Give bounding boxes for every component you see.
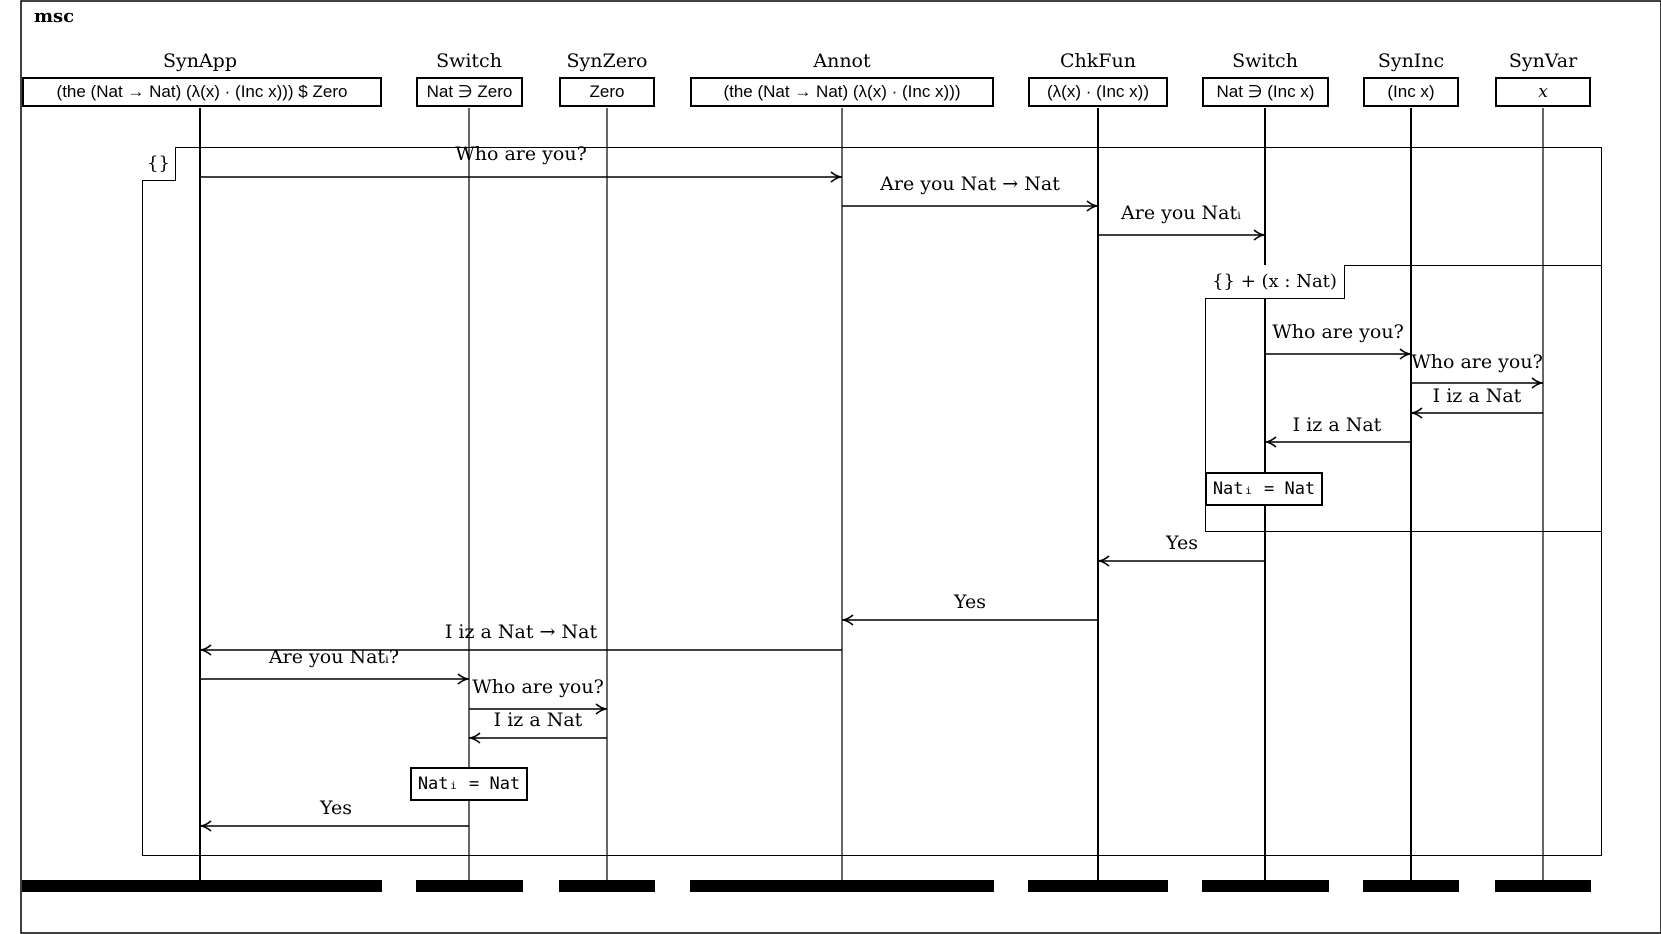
instance-end-bar (416, 880, 523, 892)
instance-name-switch-1: Switch (436, 50, 502, 72)
instance-end-bar (690, 880, 994, 892)
instance-name-annot: Annot (813, 50, 871, 72)
instance-box-switch-1: Nat ∋ Zero (416, 77, 523, 107)
frame-inner-label: {} + (x : Nat) (1205, 265, 1345, 299)
frame-outer-label: {} (142, 147, 176, 181)
message-label: Who are you? (1411, 351, 1543, 373)
instance-name-synapp: SynApp (162, 50, 238, 72)
message-label: Who are you? (455, 143, 587, 165)
message-label: Yes (1166, 532, 1198, 554)
instance-box-syninc: (Inc x) (1363, 77, 1459, 107)
message-label: I iz a Nat → Nat (444, 621, 598, 643)
message-label: I iz a Nat (493, 709, 583, 731)
instance-end-bar (1495, 880, 1591, 892)
instance-name-syninc: SynInc (1377, 50, 1445, 72)
message-label: Are you Natᵢ (1121, 202, 1241, 224)
message-label: Who are you? (472, 676, 604, 698)
instance-box-synzero: Zero (559, 77, 655, 107)
instance-box-synapp: (the (Nat → Nat) (λ(x) · (Inc x))) $ Zero (22, 77, 382, 107)
diagram-title: msc (34, 6, 75, 27)
instance-name-synzero: SynZero (566, 50, 648, 72)
instance-end-bar (1028, 880, 1168, 892)
instance-end-bar (1363, 880, 1459, 892)
message-label: I iz a Nat (1292, 414, 1382, 436)
instance-name-chkfun: ChkFun (1060, 50, 1136, 72)
instance-box-switch-2: Nat ∋ (Inc x) (1202, 77, 1329, 107)
instance-end-bar (1202, 880, 1329, 892)
message-label: Who are you? (1272, 321, 1404, 343)
condition-box: Natᵢ = Nat (1205, 472, 1323, 506)
message-label: Are you Natᵢ? (268, 646, 400, 668)
instance-box-annot: (the (Nat → Nat) (λ(x) · (Inc x))) (690, 77, 994, 107)
instance-box-chkfun: (λ(x) · (Inc x)) (1028, 77, 1168, 107)
instance-box-synvar: x (1495, 77, 1591, 107)
message-label: I iz a Nat (1432, 385, 1522, 407)
instance-name-synvar: SynVar (1508, 50, 1578, 72)
instance-name-switch-2: Switch (1232, 50, 1298, 72)
instance-end-bar (559, 880, 655, 892)
condition-box: Natᵢ = Nat (410, 767, 528, 801)
message-label: Yes (954, 591, 986, 613)
instance-end-bar (22, 880, 382, 892)
message-label: Are you Nat → Nat (880, 173, 1060, 195)
message-label: Yes (320, 797, 352, 819)
